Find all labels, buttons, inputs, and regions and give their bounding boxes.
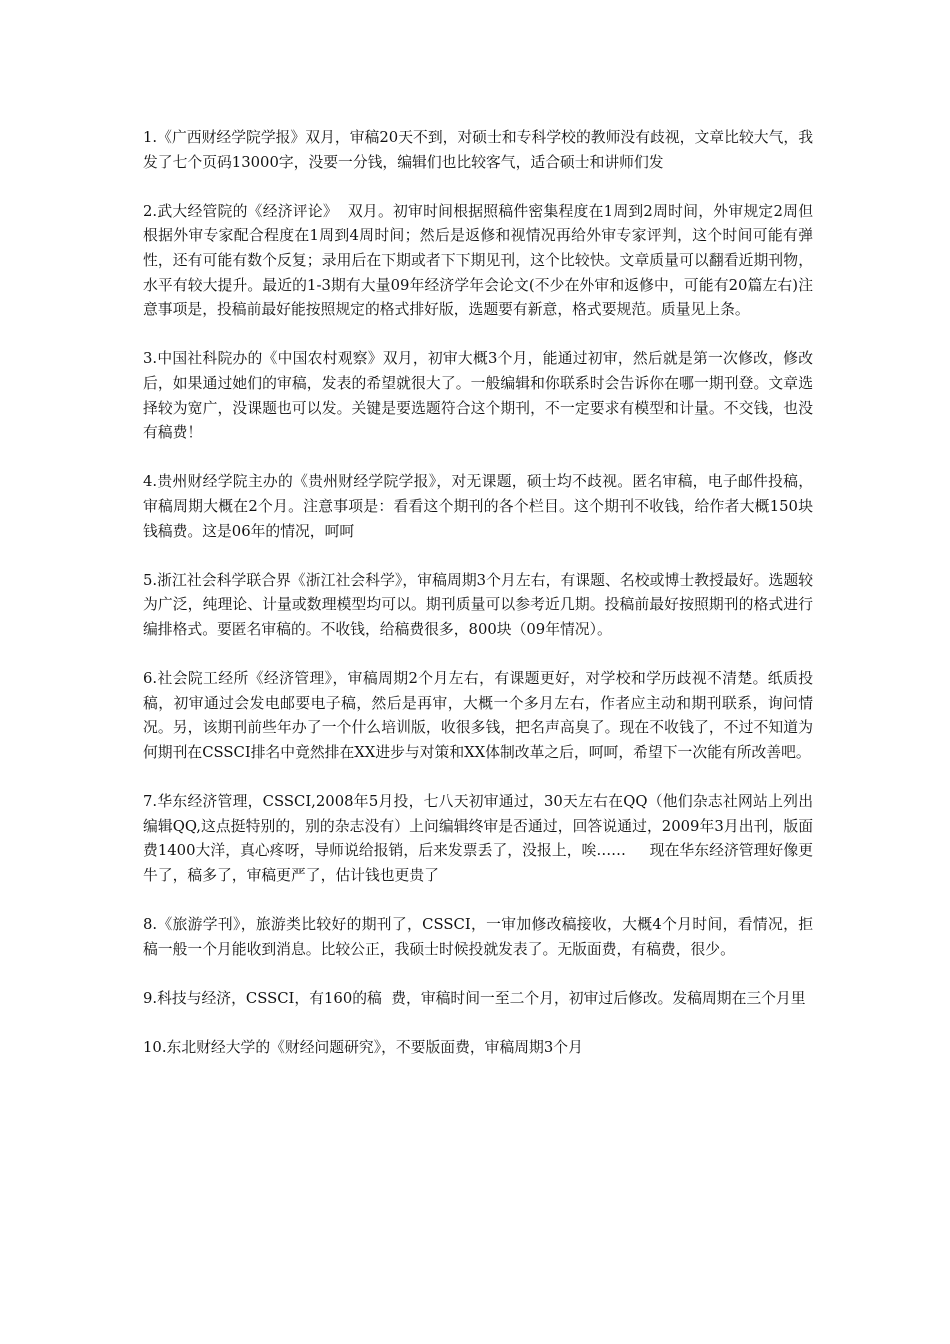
paragraph-10: 10.东北财经大学的《财经问题研究》，不要版面费，审稿周期3个月 [143, 1038, 583, 1056]
paragraph-2: 2.武大经管院的《经济评论》 双月。初审时间根据照稿件密集程度在1周到2周时间，外审规定2周但根据外审专家配合程度在1周到4周时间；然后是返修和视情况再给外审专家评判，这个时间可能有弹性，还有可能有数个反复；录用后在下期或者下下期见刊，这个比较快。文章质量可以翻看近期刊物，水平有较大提升。最近的1-3期有大量09年经济学年会论文(不少在外审和返修中，可能有20篇左右)注意事项是，投稿前最好能按照规定的格式排好版，选题要有新意，格式要规范。质量见上条。 [143, 202, 813, 319]
paragraph-5: 5.浙江社会科学联合界《浙江社会科学》，审稿周期3个月左右，有课题、名校或博士教授最好。选题较为广泛，纯理论、计量或数理模型均可以。期刊质量可以参考近几期。投稿前最好按照期刊的格式进行编排格式。要匿名审稿的。不收钱，给稿费很多，800块（09年情况）。 [143, 571, 813, 638]
paragraph-3: 3.中国社科院办的《中国农村观察》双月，初审大概3个月，能通过初审，然后就是第一次修改，修改后，如果通过她们的审稿，发表的希望就很大了。一般编辑和你联系时会告诉你在哪一期刊登。文章选择较为宽广，没课题也可以发。关键是要选题符合这个期刊，不一定要求有模型和计量。不交钱，也没有稿费！ [143, 350, 813, 442]
paragraph-8: 8.《旅游学刊》，旅游类比较好的期刊了，CSSCI，一审加修改稿接收，大概4个月时间，看情况，拒稿一般一个月能收到消息。比较公正，我硕士时候投就发表了。无版面费，有稿费，很少。 [143, 916, 813, 958]
paragraph-4: 4.贵州财经学院主办的《贵州财经学院学报》，对无课题，硕士均不歧视。匿名审稿，电子邮件投稿，审稿周期大概在2个月。注意事项是：看看这个期刊的各个栏目。这个期刊不收钱，给作者大概150块钱稿费。这是06年的情况，呵呵 [143, 473, 813, 540]
paragraph-9: 9.科技与经济，CSSCI，有160的稿 费，审稿时间一至二个月，初审过后修改。发稿周期在三个月里 [143, 989, 806, 1007]
paragraph-6: 6.社会院工经所《经济管理》，审稿周期2个月左右，有课题更好，对学校和学历歧视不清楚。纸质投稿，初审通过会发电邮要电子稿，然后是再审，大概一个多月左右，作者应主动和期刊联系，询问情况。另，该期刊前些年办了一个什么培训版，收很多钱，把名声高臭了。现在不收钱了，不过不知道为何期刊在CSSCI排名中竟然排在XX进步与对策和XX体制改革之后，呵呵，希望下一次能有所改善吧。 [143, 670, 813, 761]
document-body [143, 126, 813, 1061]
paragraph-1: 1.《广西财经学院学报》双月，审稿20天不到，对硕士和专科学校的教师没有歧视，文章比较大气，我发了七个页码13000字，没要一分钱，编辑们也比较客气，适合硕士和讲师们发 [143, 129, 813, 171]
paragraph-7: 7.华东经济管理，CSSCI,2008年5月投，七八天初审通过，30天左右在QQ（他们杂志社网站上列出编辑QQ,这点挺特别的，别的杂志没有）上问编辑终审是否通过，回答说通过，2009年3月出刊，版面费1400大洋，真心疼呀，导师说给报销，后来发票丢了，没报上，唉…… 现在华东经济管理好像更牛了，稿多了，审稿更严了，估计钱也更贵了 [143, 793, 813, 884]
